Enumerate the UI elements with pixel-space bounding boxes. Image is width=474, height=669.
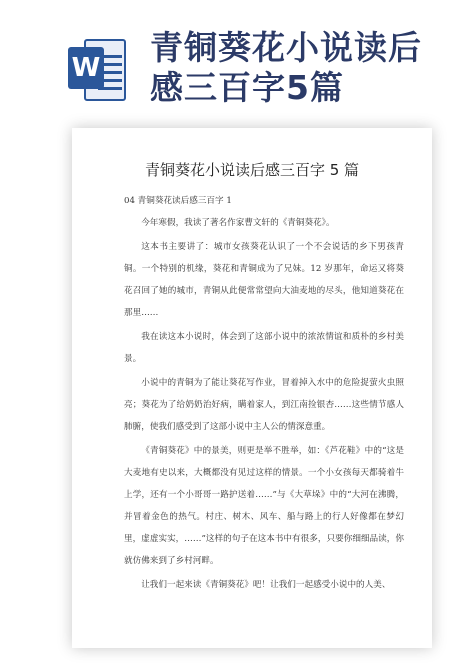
paragraph: 我在读这本小说时，体会到了这部小说中的浓浓情谊和质朴的乡村美景。: [124, 332, 404, 364]
paragraph: 让我们一起来读《青铜葵花》吧！让我们一起感受小说中的人美、: [141, 580, 391, 590]
header-title-line-2: 感三百字5篇: [150, 68, 344, 107]
header-banner: [0, 0, 474, 120]
header-title-line-1: 青铜葵花小说读后: [150, 28, 422, 67]
header-title: [150, 28, 460, 108]
document-title: 青铜葵花小说读后感三百字 5 篇: [144, 161, 360, 179]
paragraph: 今年寒假，我读了著名作家曹文轩的《青铜葵花》。: [141, 218, 335, 228]
word-logo-badge: W: [68, 47, 104, 89]
paragraph: 小说中的青铜为了能让葵花写作业，冒着掉入水中的危险捉萤火虫照亮；葵花为了给奶奶治好病，瞒着家人，到江南捡银杏……这些情节感人肺腑，使我们感受到了这部小说中主人公的情深意重。: [124, 378, 404, 432]
paragraph: 这本书主要讲了：城市女孩葵花认识了一个不会说话的乡下男孩青铜。一个特别的机缘，葵花和青铜成为了兄妹。12 岁那年，命运又将葵花召回了她的城市，青铜从此便常常望向大油麦地的尽头，他知道葵花在那里……: [124, 242, 404, 318]
document-page: [72, 128, 432, 648]
document-body: [124, 190, 404, 598]
word-document-icon: [68, 35, 128, 105]
paragraph: 《青铜葵花》中的景美，则更是举不胜举，如：《芦花鞋》中的“这是大麦地有史以来，大概都没有见过这样的情景。一个小女孩每天都骑着牛上学，还有一个小哥哥一路护送着……”与《大草垛》中的“大河在沸腾，并冒着金色的热气。村庄、树木、风车、船与路上的行人好像都在梦幻里，虚虚实实，……”这样的句子在这本书中有很多，只要你细细品读，你就仿佛来到了乡村河畔。: [124, 446, 404, 566]
document-subtitle: 04 青铜葵花读后感三百字 1: [124, 196, 232, 206]
